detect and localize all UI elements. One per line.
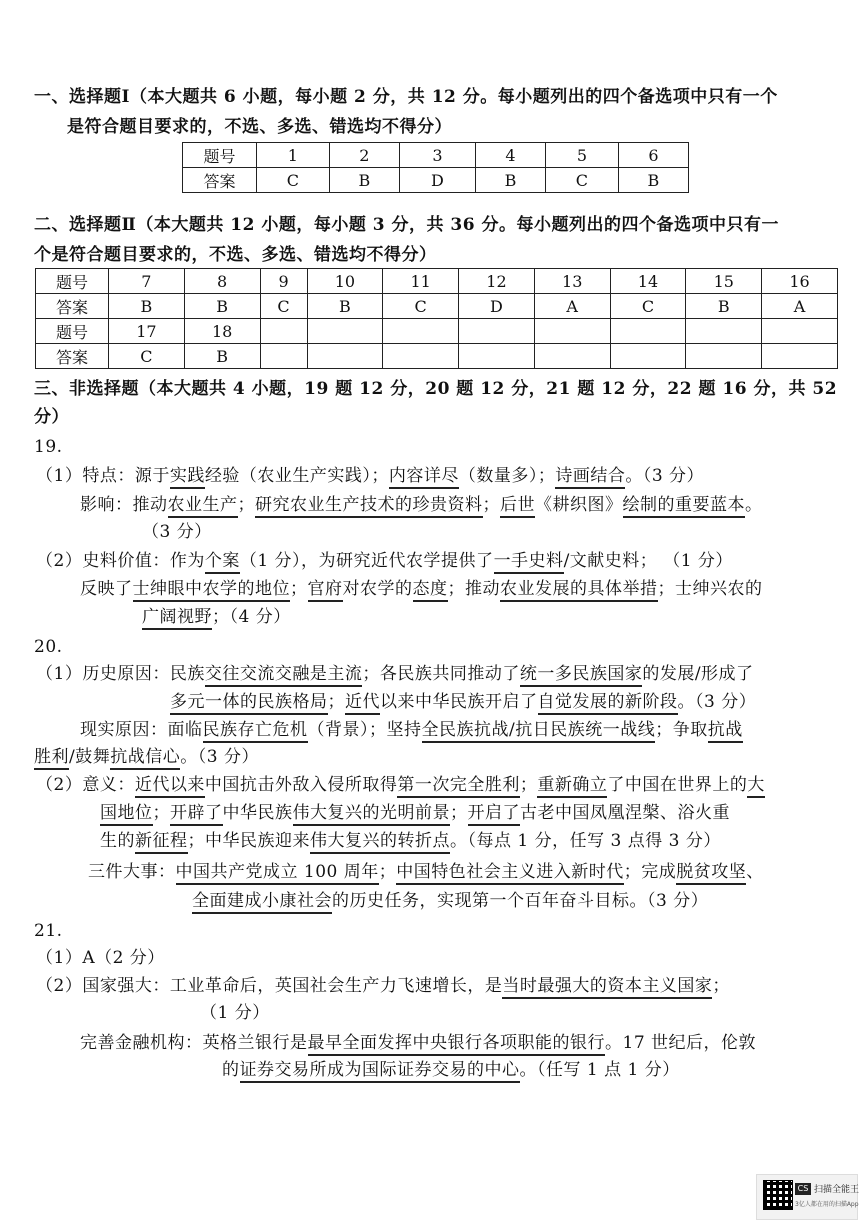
q-number: 10 (307, 269, 383, 294)
text: 。（3 分） (625, 466, 705, 486)
key-point: 统一多民族国家 (520, 664, 643, 687)
q20-number: 20. (34, 637, 63, 657)
section3-title-cont: 分） (34, 407, 69, 427)
q21-number: 21. (34, 921, 63, 941)
text: ； (519, 775, 538, 795)
row-label: 答案 (183, 168, 257, 193)
key-point: 伟大复兴的转折点 (310, 831, 450, 854)
text: 中国抗击外敌入侵所取得 (204, 775, 398, 795)
q-number (610, 319, 686, 344)
q-number (459, 319, 535, 344)
key-point: 近代以来 (135, 775, 205, 798)
text: 影响：推动 (80, 495, 168, 515)
q-answer: B (109, 294, 185, 319)
q19-number: 19. (34, 437, 63, 457)
q-number: 4 (475, 143, 545, 168)
text: （1 分），为研究近代农学提供了 (239, 551, 494, 571)
text: 。17 世纪后，伦敦 (605, 1033, 757, 1053)
q-answer: B (686, 294, 762, 319)
watermark-subtitle: 3亿人都在用的扫描App (795, 1201, 859, 1208)
q19-part1-line1 (36, 465, 704, 487)
key-point: 农业发展的具体举措 (500, 579, 658, 602)
text: （2）国家强大：工业革命后，英国社会生产力飞速增长，是 (36, 976, 503, 996)
q-number (534, 319, 610, 344)
q-answer: A (762, 294, 838, 319)
key-point: 自觉发展的新阶段 (538, 692, 678, 715)
q-answer: C (383, 294, 459, 319)
key-point: 抗战 (708, 720, 743, 743)
text: ； (327, 692, 345, 712)
key-point: 研究农业生产技术的珍贵资料 (255, 495, 483, 518)
key-point: 全面建成小康社会 (192, 891, 332, 914)
text: 的历史任务，实现第一个百年奋斗目标。（3 分） (332, 891, 709, 911)
key-point: 绘制的重要蓝本 (623, 495, 746, 518)
text: /文献史料； （1 分） (563, 551, 733, 571)
q-number: 18 (184, 319, 260, 344)
q21-part3-line2 (222, 1059, 680, 1081)
q-answer: C (109, 344, 185, 369)
q20-part3-line2 (192, 890, 708, 912)
q-number: 7 (109, 269, 185, 294)
text: 了中国在世界上的 (607, 775, 748, 795)
q20-part2-line2 (100, 802, 730, 824)
q-answer: B (618, 168, 688, 193)
text: ； (378, 862, 397, 882)
key-point: 重新确立 (537, 775, 607, 798)
q-number: 15 (686, 269, 762, 294)
text: ；推动 (447, 579, 500, 599)
q-answer (534, 344, 610, 369)
key-point: 近代 (345, 692, 380, 715)
text: ； (237, 495, 255, 515)
text: 三件大事： (88, 862, 176, 882)
key-point: 实践 (170, 466, 205, 489)
section1-answer-table (182, 142, 689, 193)
key-point: 脱贫攻坚 (676, 862, 746, 885)
q-answer: C (260, 294, 307, 319)
key-point: 交往交流交融是主流 (205, 664, 363, 687)
section1-title-cont: 是符合题目要求的，不选、多选、错选均不得分） (67, 117, 452, 137)
key-point: 大 (747, 775, 765, 798)
text: 、 (746, 862, 764, 882)
q-number: 17 (109, 319, 185, 344)
q21-part1: （1）A（2 分） (36, 948, 165, 968)
key-point: 民族存亡危机 (203, 720, 308, 743)
q19-part2-line1 (36, 550, 733, 572)
q-number: 1 (257, 143, 330, 168)
q19-part2-line2 (80, 578, 763, 600)
q-number (260, 319, 307, 344)
key-point: 内容详尽 (389, 466, 459, 489)
key-point: 最早全面发挥中央银行各项职能的银行 (308, 1033, 606, 1056)
q-answer (762, 344, 838, 369)
q-number: 5 (546, 143, 619, 168)
row-label: 题号 (36, 319, 109, 344)
q-answer (307, 344, 383, 369)
key-point: 官府 (308, 579, 343, 602)
text: 。（3 分） (677, 692, 757, 712)
q21-part2-line1 (36, 975, 730, 997)
row-label: 答案 (36, 344, 109, 369)
q20-part2-line3 (100, 830, 721, 852)
text: （1）特点：源于 (36, 466, 170, 486)
text: /鼓舞 (69, 747, 111, 767)
text: 。 (745, 495, 763, 515)
q-number (307, 319, 383, 344)
key-point: 多元一体的民族格局 (170, 692, 328, 715)
text: 中华民族 (222, 803, 293, 823)
key-point: 伟大复兴的光明前景 (293, 803, 451, 826)
q-number: 11 (383, 269, 459, 294)
key-point: 农业生产 (168, 495, 238, 518)
text: ； (152, 803, 170, 823)
key-point: 胜利 (34, 747, 69, 770)
q-answer: C (546, 168, 619, 193)
text: 的 (222, 1060, 240, 1080)
text: ； (450, 803, 468, 823)
key-point: 士绅眼中农学的地位 (133, 579, 291, 602)
section1-title: 一、选择题Ⅰ（本大题共 6 小题，每小题 2 分，共 12 分。每小题列出的四个备选项中只有一个 (34, 87, 778, 107)
q-number: 6 (618, 143, 688, 168)
text: 。（任写 1 点 1 分） (519, 1060, 680, 1080)
key-point: 中国共产党成立 100 周年 (176, 862, 379, 885)
key-point: 证券交易所成为国际证券交易的中心 (240, 1060, 520, 1083)
section2-title: 二、选择题Ⅱ（本大题共 12 小题，每小题 3 分，共 36 分。每小题列出的四个备选项中只有一 (34, 215, 779, 235)
text: （1）历史原因：民族 (36, 664, 205, 684)
section3-title: 三、非选择题（本大题共 4 小题，19 题 12 分，20 题 12 分，21 题 12 分，22 题 16 分，共 52 (34, 379, 838, 399)
text: 反映了 (80, 579, 133, 599)
key-point: 态度 (413, 579, 448, 602)
q-answer (686, 344, 762, 369)
key-point: 后世 (500, 495, 535, 518)
section2-answer-table (35, 268, 838, 369)
text: ；争取 (655, 720, 708, 740)
key-point: 广阔视野 (142, 607, 212, 630)
text: ；完成 (623, 862, 677, 882)
text: ； (482, 495, 500, 515)
q21-part2-line2: （1 分） (200, 1003, 270, 1023)
q-number: 12 (459, 269, 535, 294)
key-point: 第一次完全胜利 (397, 775, 520, 798)
q20-part1-line3 (80, 719, 743, 741)
text: 《耕织图》 (535, 495, 623, 515)
camscanner-logo: CS (795, 1183, 811, 1195)
key-point: 个案 (205, 551, 240, 574)
text: （2）史料价值：作为 (36, 551, 205, 571)
text: 生的 (100, 831, 135, 851)
q-number: 9 (260, 269, 307, 294)
q20-part1-line1 (36, 663, 754, 685)
row-label: 答案 (36, 294, 109, 319)
key-point: 国地位 (100, 803, 153, 826)
q-answer (260, 344, 307, 369)
q20-part1-line4 (34, 746, 259, 768)
text: ；各民族共同推动了 (362, 664, 520, 684)
key-point: 开启了 (468, 803, 521, 826)
q-answer (610, 344, 686, 369)
q-number (686, 319, 762, 344)
text: ； (712, 976, 730, 996)
q20-part3-line1 (88, 861, 764, 883)
q-answer: C (610, 294, 686, 319)
q-answer: B (307, 294, 383, 319)
q-number: 14 (610, 269, 686, 294)
section2-title-cont: 个是符合题目要求的，不选、多选、错选均不得分） (34, 245, 437, 265)
watermark-title: 扫描全能王 (814, 1185, 860, 1195)
q-answer: C (257, 168, 330, 193)
q20-part2-line1 (36, 774, 765, 796)
text: 完善金融机构：英格兰银行是 (80, 1033, 308, 1053)
text: 。（每点 1 分，任写 3 点得 3 分） (450, 831, 721, 851)
key-point: 抗战信心 (110, 747, 180, 770)
row-label: 题号 (183, 143, 257, 168)
text: 现实原因：面临 (80, 720, 203, 740)
q-number: 16 (762, 269, 838, 294)
q-answer (383, 344, 459, 369)
q-answer: B (475, 168, 545, 193)
q-answer: A (534, 294, 610, 319)
q20-part1-line2 (170, 691, 756, 713)
key-point: 开辟了 (170, 803, 223, 826)
q-answer: D (459, 294, 535, 319)
text: 。（3 分） (180, 747, 259, 767)
q19-part2-line3 (142, 606, 291, 628)
q-number: 8 (184, 269, 260, 294)
q-number: 13 (534, 269, 610, 294)
q-number (383, 319, 459, 344)
text: ； (290, 579, 308, 599)
q-number: 3 (399, 143, 475, 168)
q-answer: B (329, 168, 399, 193)
text: （数量多）； (458, 466, 556, 486)
q-answer: B (184, 344, 260, 369)
key-point: 诗画结合 (555, 466, 625, 489)
text: （背景）；坚持 (307, 720, 422, 740)
key-point: 当时最强大的资本主义国家 (502, 976, 712, 999)
text: ；中华民族迎来 (187, 831, 310, 851)
text: 经验（农业生产实践）； (204, 466, 389, 486)
text: ；士绅兴农的 (657, 579, 763, 599)
text: （2）意义： (36, 775, 135, 795)
q-number: 2 (329, 143, 399, 168)
text: 的发展/形成了 (642, 664, 754, 684)
q-answer (459, 344, 535, 369)
q-answer: D (399, 168, 475, 193)
key-point: 新征程 (135, 831, 188, 854)
q-answer: B (184, 294, 260, 319)
key-point: 中国特色社会主义进入新时代 (396, 862, 624, 885)
q-number (762, 319, 838, 344)
q19-part1-line3: （3 分） (142, 522, 212, 542)
row-label: 题号 (36, 269, 109, 294)
text: ；（4 分） (212, 607, 291, 627)
text: 对农学的 (342, 579, 413, 599)
text: 以来中华民族开启了 (380, 692, 538, 712)
q21-part3-line1 (80, 1032, 756, 1054)
q19-part1-line2 (80, 494, 763, 516)
key-point: 全民族抗战/抗日民族统一战线 (422, 720, 656, 743)
scanner-watermark (756, 1174, 858, 1220)
key-point: 一手史料 (494, 551, 564, 574)
qr-code-icon (763, 1180, 793, 1210)
text: 古老中国凤凰涅槃、浴火重 (520, 803, 730, 823)
